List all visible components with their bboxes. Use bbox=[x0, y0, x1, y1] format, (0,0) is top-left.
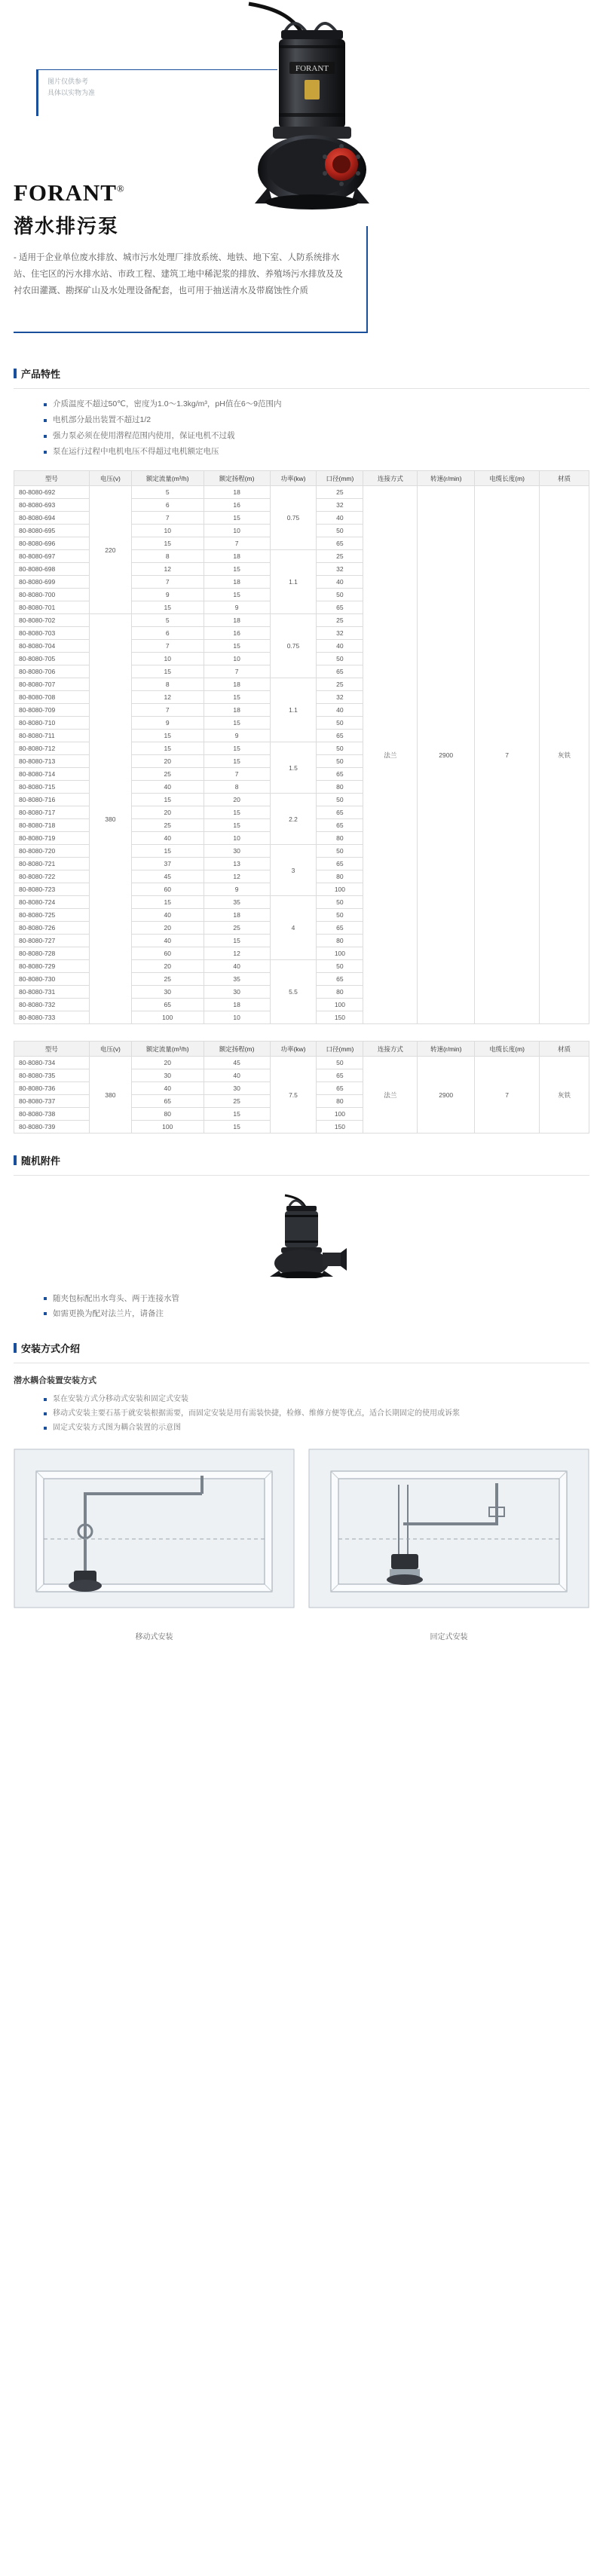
cell-model: 80-8080-733 bbox=[14, 1011, 90, 1024]
col-diameter: 口径(mm) bbox=[317, 471, 363, 486]
installation-heading-label: 安装方式介绍 bbox=[21, 1343, 81, 1354]
cell-head: 18 bbox=[204, 999, 270, 1011]
cell-head: 15 bbox=[204, 640, 270, 653]
hero-divider-horizontal bbox=[14, 332, 368, 333]
cell-power: 7.5 bbox=[270, 1057, 317, 1134]
cell-model: 80-8080-734 bbox=[14, 1057, 90, 1069]
cell-head: 30 bbox=[204, 1082, 270, 1095]
cell-head: 18 bbox=[204, 909, 270, 922]
brand-logo bbox=[14, 179, 368, 207]
cell-flow: 80 bbox=[131, 1108, 204, 1121]
cell-flow: 20 bbox=[131, 806, 204, 819]
cell-model: 80-8080-698 bbox=[14, 563, 90, 576]
cell-diameter: 65 bbox=[317, 858, 363, 870]
cell-model: 80-8080-705 bbox=[14, 653, 90, 665]
cell-head: 20 bbox=[204, 794, 270, 806]
cell-flow: 40 bbox=[131, 781, 204, 794]
cell-head: 15 bbox=[204, 742, 270, 755]
product-description: - 适用于企业单位废水排放、城市污水处理厂排放系统、地铁、地下室、人防系统排水站、住宅区的污水排水站、市政工程、建筑工地中稀泥浆的排放、养殖场污水排放及及衬农田灌溉、勘探矿山及水处理设备配套，也可用于抽送清水及带腐蚀性介质 bbox=[14, 253, 343, 295]
list-item: 如需更换为配对法兰片，请备注 bbox=[44, 1306, 589, 1321]
cell-diameter: 32 bbox=[317, 691, 363, 704]
cell-model: 80-8080-704 bbox=[14, 640, 90, 653]
cell-diameter: 65 bbox=[317, 819, 363, 832]
cell-head: 15 bbox=[204, 806, 270, 819]
accessory-photo bbox=[0, 1188, 603, 1282]
cell-head: 10 bbox=[204, 832, 270, 845]
cell-speed: 2900 bbox=[418, 486, 475, 1024]
cell-head: 30 bbox=[204, 986, 270, 999]
cell-model: 80-8080-699 bbox=[14, 576, 90, 589]
cell-diameter: 40 bbox=[317, 640, 363, 653]
table-body bbox=[14, 1057, 589, 1134]
cell-flow: 45 bbox=[131, 870, 204, 883]
col-material: 材质 bbox=[540, 471, 589, 486]
cell-head: 45 bbox=[204, 1057, 270, 1069]
cell-diameter: 50 bbox=[317, 755, 363, 768]
cell-diameter: 100 bbox=[317, 883, 363, 896]
col-head: 额定扬程(m) bbox=[204, 471, 270, 486]
list-item: 固定式安装方式图为耦合装置的示意图 bbox=[44, 1421, 589, 1435]
cell-power: 4 bbox=[270, 896, 317, 960]
cell-connection: 法兰 bbox=[363, 1057, 418, 1134]
cell-flow: 8 bbox=[131, 678, 204, 691]
cell-flow: 15 bbox=[131, 742, 204, 755]
cell-model: 80-8080-697 bbox=[14, 550, 90, 563]
cell-model: 80-8080-720 bbox=[14, 845, 90, 858]
cell-power: 1.5 bbox=[270, 742, 317, 794]
accessory-heading-label: 随机附件 bbox=[21, 1155, 61, 1167]
cell-flow: 65 bbox=[131, 999, 204, 1011]
cell-model: 80-8080-709 bbox=[14, 704, 90, 717]
installation-diagrams bbox=[14, 1449, 589, 1641]
list-item: 泵在安装方式分移动式安装和固定式安装 bbox=[44, 1392, 589, 1406]
cell-model: 80-8080-695 bbox=[14, 525, 90, 537]
col-head: 额定扬程(m) bbox=[204, 1042, 270, 1057]
cell-model: 80-8080-718 bbox=[14, 819, 90, 832]
list-item: 介质温度不超过50℃，密度为1.0～1.3kg/m³，pH值在6～9范围内 bbox=[44, 396, 589, 412]
photo-disclaimer bbox=[36, 69, 277, 116]
cell-diameter: 65 bbox=[317, 768, 363, 781]
cell-diameter: 65 bbox=[317, 537, 363, 550]
cell-diameter: 100 bbox=[317, 1108, 363, 1121]
cell-model: 80-8080-708 bbox=[14, 691, 90, 704]
col-power: 功率(kw) bbox=[270, 471, 317, 486]
cell-diameter: 32 bbox=[317, 563, 363, 576]
cell-cable-length: 7 bbox=[475, 486, 540, 1024]
cell-model: 80-8080-728 bbox=[14, 947, 90, 960]
cell-diameter: 150 bbox=[317, 1011, 363, 1024]
list-item: 泵在运行过程中电机电压不得超过电机额定电压 bbox=[44, 444, 589, 460]
cell-model: 80-8080-735 bbox=[14, 1069, 90, 1082]
col-model: 型号 bbox=[14, 471, 90, 486]
list-item: 移动式安装主要石基于就安装根据需要，而固定安装是用有需装快捷，检修、维修方便等优点，适合长期固定的使用或诉浆 bbox=[44, 1406, 589, 1421]
cell-flow: 15 bbox=[131, 845, 204, 858]
cell-head: 12 bbox=[204, 947, 270, 960]
table-row bbox=[14, 486, 589, 499]
cell-model: 80-8080-729 bbox=[14, 960, 90, 973]
cell-diameter: 65 bbox=[317, 665, 363, 678]
cell-diameter: 50 bbox=[317, 896, 363, 909]
cell-head: 10 bbox=[204, 1011, 270, 1024]
cell-flow: 40 bbox=[131, 1082, 204, 1095]
cell-model: 80-8080-727 bbox=[14, 935, 90, 947]
cell-head: 25 bbox=[204, 922, 270, 935]
cell-head: 16 bbox=[204, 627, 270, 640]
cell-diameter: 80 bbox=[317, 781, 363, 794]
cell-flow: 7 bbox=[131, 576, 204, 589]
cell-head: 9 bbox=[204, 730, 270, 742]
cell-model: 80-8080-731 bbox=[14, 986, 90, 999]
col-power: 功率(kw) bbox=[270, 1042, 317, 1057]
cell-diameter: 65 bbox=[317, 1082, 363, 1095]
col-connection: 连接方式 bbox=[363, 1042, 418, 1057]
cell-flow: 30 bbox=[131, 986, 204, 999]
cell-diameter: 25 bbox=[317, 550, 363, 563]
cell-flow: 100 bbox=[131, 1011, 204, 1024]
cell-diameter: 50 bbox=[317, 845, 363, 858]
cell-flow: 7 bbox=[131, 640, 204, 653]
cell-diameter: 80 bbox=[317, 1095, 363, 1108]
cell-flow: 15 bbox=[131, 896, 204, 909]
cell-head: 16 bbox=[204, 499, 270, 512]
cell-model: 80-8080-696 bbox=[14, 537, 90, 550]
cell-diameter: 50 bbox=[317, 742, 363, 755]
cell-flow: 7 bbox=[131, 512, 204, 525]
cell-flow: 25 bbox=[131, 819, 204, 832]
cell-model: 80-8080-707 bbox=[14, 678, 90, 691]
cell-head: 15 bbox=[204, 755, 270, 768]
cell-flow: 60 bbox=[131, 947, 204, 960]
cell-flow: 10 bbox=[131, 653, 204, 665]
cell-model: 80-8080-692 bbox=[14, 486, 90, 499]
cell-diameter: 32 bbox=[317, 499, 363, 512]
cell-head: 15 bbox=[204, 512, 270, 525]
cell-flow: 20 bbox=[131, 922, 204, 935]
heading-bar-icon bbox=[14, 1343, 17, 1353]
cell-power: 0.75 bbox=[270, 614, 317, 678]
cell-head: 15 bbox=[204, 935, 270, 947]
col-connection: 连接方式 bbox=[363, 471, 418, 486]
table-header bbox=[14, 1042, 589, 1057]
cell-head: 25 bbox=[204, 1095, 270, 1108]
features-list bbox=[14, 396, 589, 460]
cell-model: 80-8080-715 bbox=[14, 781, 90, 794]
cell-diameter: 50 bbox=[317, 525, 363, 537]
cell-head: 15 bbox=[204, 1108, 270, 1121]
list-item: 强力泵必须在使用潜程范围内使用，保证电机不过载 bbox=[44, 428, 589, 444]
cell-diameter: 50 bbox=[317, 794, 363, 806]
diagram-caption: 回定式安装 bbox=[430, 1633, 468, 1641]
cell-flow: 7 bbox=[131, 704, 204, 717]
cell-flow: 100 bbox=[131, 1121, 204, 1134]
cell-model: 80-8080-730 bbox=[14, 973, 90, 986]
cell-diameter: 32 bbox=[317, 627, 363, 640]
accessory-heading bbox=[14, 1153, 603, 1167]
cell-model: 80-8080-737 bbox=[14, 1095, 90, 1108]
cell-material: 灰铁 bbox=[540, 486, 589, 1024]
cell-flow: 15 bbox=[131, 601, 204, 614]
cell-flow: 40 bbox=[131, 909, 204, 922]
cell-diameter: 25 bbox=[317, 486, 363, 499]
table-body bbox=[14, 486, 589, 1024]
installation-subtitle: 潜水耦合装置安装方式 bbox=[14, 1376, 96, 1385]
list-item: 随夹包标配出水弯头、两于连接水管 bbox=[44, 1291, 589, 1306]
cell-diameter: 80 bbox=[317, 832, 363, 845]
cell-model: 80-8080-717 bbox=[14, 806, 90, 819]
cell-power: 5.5 bbox=[270, 960, 317, 1024]
cell-model: 80-8080-738 bbox=[14, 1108, 90, 1121]
col-cable-length: 电缆长度(m) bbox=[475, 471, 540, 486]
cell-head: 12 bbox=[204, 870, 270, 883]
cell-model: 80-8080-719 bbox=[14, 832, 90, 845]
cell-head: 15 bbox=[204, 819, 270, 832]
cell-diameter: 65 bbox=[317, 973, 363, 986]
cell-power: 2.2 bbox=[270, 794, 317, 845]
installation-notes bbox=[14, 1392, 589, 1435]
cell-diameter: 25 bbox=[317, 614, 363, 627]
heading-bar-icon bbox=[14, 1155, 17, 1165]
cell-head: 15 bbox=[204, 717, 270, 730]
hero-section bbox=[0, 0, 603, 347]
cell-model: 80-8080-739 bbox=[14, 1121, 90, 1134]
cell-head: 9 bbox=[204, 601, 270, 614]
cell-connection: 法兰 bbox=[363, 486, 418, 1024]
col-model: 型号 bbox=[14, 1042, 90, 1057]
cell-model: 80-8080-702 bbox=[14, 614, 90, 627]
cell-model: 80-8080-701 bbox=[14, 601, 90, 614]
cell-flow: 12 bbox=[131, 563, 204, 576]
cell-model: 80-8080-732 bbox=[14, 999, 90, 1011]
cell-flow: 37 bbox=[131, 858, 204, 870]
cell-model: 80-8080-712 bbox=[14, 742, 90, 755]
cell-diameter: 65 bbox=[317, 806, 363, 819]
table-header-row bbox=[14, 1042, 589, 1057]
cell-power: 1.1 bbox=[270, 550, 317, 614]
cell-head: 15 bbox=[204, 691, 270, 704]
cell-head: 18 bbox=[204, 678, 270, 691]
cell-diameter: 40 bbox=[317, 512, 363, 525]
cell-power: 3 bbox=[270, 845, 317, 896]
features-heading bbox=[14, 366, 603, 381]
cell-diameter: 50 bbox=[317, 589, 363, 601]
cell-flow: 65 bbox=[131, 1095, 204, 1108]
cell-voltage: 220 bbox=[89, 486, 131, 614]
cell-model: 80-8080-721 bbox=[14, 858, 90, 870]
col-voltage: 电压(v) bbox=[89, 471, 131, 486]
cell-flow: 5 bbox=[131, 614, 204, 627]
cell-power: 1.1 bbox=[270, 678, 317, 742]
cell-flow: 12 bbox=[131, 691, 204, 704]
col-cable-length: 电缆长度(m) bbox=[475, 1042, 540, 1057]
cell-flow: 8 bbox=[131, 550, 204, 563]
col-flow: 额定流量(m³/h) bbox=[131, 471, 204, 486]
cell-diameter: 40 bbox=[317, 704, 363, 717]
cell-flow: 20 bbox=[131, 1057, 204, 1069]
svg-text:FORANT: FORANT bbox=[295, 64, 329, 73]
disclaimer-line-1: 图片仅供参考 bbox=[47, 78, 89, 85]
page-title: 潜水排污泵 bbox=[14, 215, 120, 237]
cell-flow: 5 bbox=[131, 486, 204, 499]
cell-diameter: 50 bbox=[317, 1057, 363, 1069]
cell-head: 18 bbox=[204, 704, 270, 717]
table-header-row bbox=[14, 471, 589, 486]
disclaimer-line-2: 具体以实物为准 bbox=[47, 89, 96, 96]
cell-cable-length: 7 bbox=[475, 1057, 540, 1134]
cell-diameter: 65 bbox=[317, 730, 363, 742]
cell-model: 80-8080-706 bbox=[14, 665, 90, 678]
brand-block bbox=[14, 179, 368, 299]
cell-diameter: 50 bbox=[317, 717, 363, 730]
list-item: 电机部分最出装置不超过1/2 bbox=[44, 412, 589, 428]
cell-flow: 40 bbox=[131, 832, 204, 845]
diagram-fixed-install bbox=[308, 1449, 589, 1641]
brand-name: FORANT bbox=[14, 179, 117, 206]
cell-head: 15 bbox=[204, 589, 270, 601]
cell-diameter: 100 bbox=[317, 947, 363, 960]
cell-model: 80-8080-694 bbox=[14, 512, 90, 525]
cell-model: 80-8080-693 bbox=[14, 499, 90, 512]
cell-diameter: 80 bbox=[317, 870, 363, 883]
features-heading-label: 产品特性 bbox=[21, 369, 61, 380]
cell-model: 80-8080-713 bbox=[14, 755, 90, 768]
heading-bar-icon bbox=[14, 369, 17, 378]
cell-diameter: 100 bbox=[317, 999, 363, 1011]
cell-head: 10 bbox=[204, 653, 270, 665]
table-row bbox=[14, 1057, 589, 1069]
cell-diameter: 150 bbox=[317, 1121, 363, 1134]
cell-model: 80-8080-700 bbox=[14, 589, 90, 601]
cell-head: 15 bbox=[204, 563, 270, 576]
cell-head: 18 bbox=[204, 486, 270, 499]
cell-diameter: 65 bbox=[317, 1069, 363, 1082]
col-flow: 额定流量(m³/h) bbox=[131, 1042, 204, 1057]
cell-flow: 25 bbox=[131, 973, 204, 986]
cell-flow: 40 bbox=[131, 935, 204, 947]
features-heading-rule bbox=[14, 388, 589, 389]
cell-diameter: 65 bbox=[317, 601, 363, 614]
accessory-heading-rule bbox=[14, 1175, 589, 1176]
cell-head: 18 bbox=[204, 550, 270, 563]
cell-flow: 10 bbox=[131, 525, 204, 537]
cell-head: 18 bbox=[204, 576, 270, 589]
hero-divider-vertical bbox=[366, 226, 368, 332]
cell-flow: 9 bbox=[131, 717, 204, 730]
cell-diameter: 80 bbox=[317, 935, 363, 947]
cell-voltage: 380 bbox=[89, 1057, 131, 1134]
cell-head: 7 bbox=[204, 768, 270, 781]
cell-model: 80-8080-714 bbox=[14, 768, 90, 781]
cell-head: 40 bbox=[204, 1069, 270, 1082]
col-voltage: 电压(v) bbox=[89, 1042, 131, 1057]
cell-flow: 20 bbox=[131, 755, 204, 768]
diagram-mobile-install bbox=[14, 1449, 295, 1641]
cell-head: 9 bbox=[204, 883, 270, 896]
cell-diameter: 50 bbox=[317, 909, 363, 922]
cell-model: 80-8080-725 bbox=[14, 909, 90, 922]
cell-model: 80-8080-703 bbox=[14, 627, 90, 640]
cell-flow: 30 bbox=[131, 1069, 204, 1082]
col-material: 材质 bbox=[540, 1042, 589, 1057]
cell-model: 80-8080-710 bbox=[14, 717, 90, 730]
cell-head: 18 bbox=[204, 614, 270, 627]
cell-head: 40 bbox=[204, 960, 270, 973]
cell-head: 7 bbox=[204, 665, 270, 678]
cell-diameter: 65 bbox=[317, 922, 363, 935]
col-speed: 转速(r/min) bbox=[418, 471, 475, 486]
cell-flow: 15 bbox=[131, 794, 204, 806]
cell-flow: 60 bbox=[131, 883, 204, 896]
cell-head: 7 bbox=[204, 537, 270, 550]
cell-model: 80-8080-736 bbox=[14, 1082, 90, 1095]
cell-flow: 25 bbox=[131, 768, 204, 781]
cell-model: 80-8080-723 bbox=[14, 883, 90, 896]
cell-head: 15 bbox=[204, 1121, 270, 1134]
cell-flow: 6 bbox=[131, 627, 204, 640]
cell-flow: 6 bbox=[131, 499, 204, 512]
cell-diameter: 25 bbox=[317, 678, 363, 691]
cell-diameter: 50 bbox=[317, 960, 363, 973]
cell-head: 13 bbox=[204, 858, 270, 870]
cell-head: 35 bbox=[204, 896, 270, 909]
col-diameter: 口径(mm) bbox=[317, 1042, 363, 1057]
cell-voltage: 380 bbox=[89, 614, 131, 1024]
diagram-caption: 移动式安装 bbox=[135, 1633, 173, 1641]
cell-model: 80-8080-724 bbox=[14, 896, 90, 909]
cell-flow: 15 bbox=[131, 665, 204, 678]
cell-diameter: 40 bbox=[317, 576, 363, 589]
cell-flow: 15 bbox=[131, 537, 204, 550]
spec-table-main bbox=[14, 470, 589, 1024]
accessory-notes bbox=[14, 1291, 589, 1321]
col-speed: 转速(r/min) bbox=[418, 1042, 475, 1057]
cell-model: 80-8080-726 bbox=[14, 922, 90, 935]
cell-speed: 2900 bbox=[418, 1057, 475, 1134]
brand-registered-mark: ® bbox=[116, 182, 125, 194]
cell-model: 80-8080-716 bbox=[14, 794, 90, 806]
cell-head: 35 bbox=[204, 973, 270, 986]
table-header bbox=[14, 471, 589, 486]
cell-flow: 9 bbox=[131, 589, 204, 601]
cell-diameter: 80 bbox=[317, 986, 363, 999]
cell-head: 30 bbox=[204, 845, 270, 858]
cell-material: 灰铁 bbox=[540, 1057, 589, 1134]
cell-head: 10 bbox=[204, 525, 270, 537]
cell-diameter: 50 bbox=[317, 653, 363, 665]
cell-flow: 20 bbox=[131, 960, 204, 973]
cell-head: 8 bbox=[204, 781, 270, 794]
cell-flow: 15 bbox=[131, 730, 204, 742]
cell-power: 0.75 bbox=[270, 486, 317, 550]
installation-heading bbox=[14, 1341, 603, 1355]
spec-table-secondary bbox=[14, 1041, 589, 1134]
cell-model: 80-8080-711 bbox=[14, 730, 90, 742]
cell-model: 80-8080-722 bbox=[14, 870, 90, 883]
